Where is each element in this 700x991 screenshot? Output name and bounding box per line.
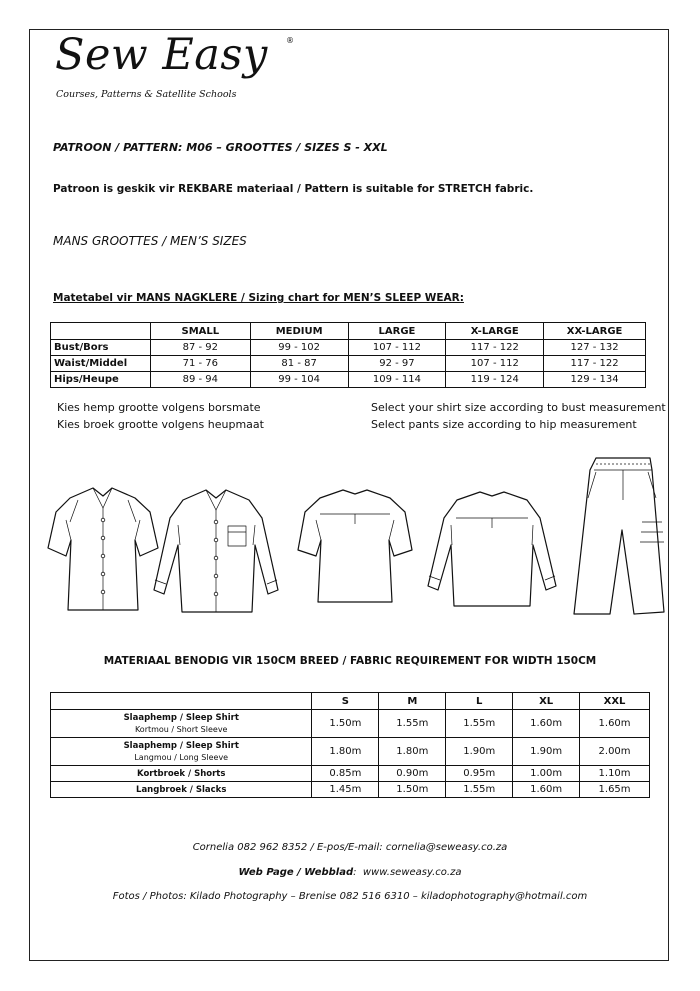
table-cell: 1.90m xyxy=(446,738,513,766)
table-row xyxy=(51,738,650,766)
table-cell: 107 - 112 xyxy=(348,340,446,356)
trousers-illustration xyxy=(574,458,664,614)
long-sleeve-shirt-front-illustration xyxy=(154,490,278,612)
row-label-main: Slaaphemp / Sleep Shirt xyxy=(123,740,239,751)
table-row xyxy=(51,710,650,738)
table-cell: 92 - 97 xyxy=(348,356,446,372)
table-cell: 99 - 102 xyxy=(250,340,348,356)
row-label: Waist/Middel xyxy=(51,356,151,372)
long-sleeve-shirt-back-illustration xyxy=(428,492,556,606)
contact-photos: Fotos / Photos: Kilado Photography – Brenise 082 516 6310 – kiladophotography@hotmail.com xyxy=(112,891,588,902)
table-cell: 81 - 87 xyxy=(250,356,348,372)
row-label-main: Langbroek / Slacks xyxy=(136,784,227,795)
table-row xyxy=(51,766,650,782)
pattern-title: PATROON / PATTERN: M06 – GROOTTES / SIZES S - XXL xyxy=(53,141,388,154)
table-cell: 119 - 124 xyxy=(446,372,544,388)
table-cell: 87 - 92 xyxy=(150,340,250,356)
row-label xyxy=(51,710,312,738)
table-header-row xyxy=(51,693,650,710)
fabric-title: MATERIAAL BENODIG VIR 150CM BREED / FABRIC REQUIREMENT FOR WIDTH 150CM xyxy=(103,655,597,667)
table-header-cell: XXL xyxy=(580,693,650,710)
note-pants-af: Kies broek grootte volgens heupmaat xyxy=(57,418,264,431)
table-cell: 1.90m xyxy=(513,738,580,766)
table-cell: 99 - 104 xyxy=(250,372,348,388)
table-cell: 1.50m xyxy=(312,710,379,738)
table-cell: 1.45m xyxy=(312,782,379,798)
row-label-sub: Langmou / Long Sleeve xyxy=(134,752,229,762)
row-label xyxy=(51,782,312,798)
table-cell: 2.00m xyxy=(580,738,650,766)
row-label-main: Kortbroek / Shorts xyxy=(137,768,226,779)
table-cell: 0.85m xyxy=(312,766,379,782)
brand-logo: Sew Easy xyxy=(55,30,268,80)
row-label xyxy=(51,766,312,782)
row-label-main: Slaaphemp / Sleep Shirt xyxy=(123,712,239,723)
table-cell: 0.90m xyxy=(379,766,446,782)
table-cell: 1.55m xyxy=(379,710,446,738)
short-sleeve-shirt-back-illustration xyxy=(298,490,412,602)
table-cell: 117 - 122 xyxy=(446,340,544,356)
table-cell: 129 - 134 xyxy=(544,372,646,388)
table-cell: 109 - 114 xyxy=(348,372,446,388)
web-label: Web Page / Webblad xyxy=(238,867,354,878)
table-cell: 1.65m xyxy=(580,782,650,798)
table-cell: 89 - 94 xyxy=(150,372,250,388)
table-cell: 1.55m xyxy=(446,710,513,738)
web-url[interactable]: www.seweasy.co.za xyxy=(362,867,462,878)
table-header-cell: X-LARGE xyxy=(446,323,544,340)
short-sleeve-shirt-front-illustration xyxy=(48,488,158,610)
contact-phone-email: Cornelia 082 962 8352 / E-pos/E-mail: cornelia@seweasy.co.za xyxy=(192,842,508,853)
table-header-cell: XX-LARGE xyxy=(544,323,646,340)
table-cell: 127 - 132 xyxy=(544,340,646,356)
table-row xyxy=(51,782,650,798)
table-header-cell xyxy=(51,693,312,710)
contact-web: Web Page / Webblad: www.seweasy.co.za xyxy=(238,867,462,878)
table-header-cell: SMALL xyxy=(150,323,250,340)
table-header-cell: LARGE xyxy=(348,323,446,340)
table-cell: 1.60m xyxy=(513,782,580,798)
table-header-cell: MEDIUM xyxy=(250,323,348,340)
table-cell: 117 - 122 xyxy=(544,356,646,372)
table-cell: 1.60m xyxy=(580,710,650,738)
table-header-cell: M xyxy=(379,693,446,710)
note-shirt-en: Select your shirt size according to bust measurement xyxy=(371,401,666,414)
stretch-note: Patroon is geskik vir REKBARE materiaal / Pattern is suitable for STRETCH fabric. xyxy=(53,183,534,195)
sizes-title: MANS GROOTTES / MEN’S SIZES xyxy=(53,234,247,248)
table-cell: 1.50m xyxy=(379,782,446,798)
table-cell: 71 - 76 xyxy=(150,356,250,372)
table-cell: 1.55m xyxy=(446,782,513,798)
brand-tagline: Courses, Patterns & Satellite Schools xyxy=(56,89,237,100)
row-label xyxy=(51,738,312,766)
fabric-table xyxy=(50,692,650,798)
row-label: Hips/Heupe xyxy=(51,372,151,388)
table-cell: 1.60m xyxy=(513,710,580,738)
table-header-cell: L xyxy=(446,693,513,710)
note-shirt-af: Kies hemp grootte volgens borsmate xyxy=(57,401,261,414)
table-header-cell: XL xyxy=(513,693,580,710)
table-header-cell: S xyxy=(312,693,379,710)
table-cell: 0.95m xyxy=(446,766,513,782)
table-cell: 1.80m xyxy=(379,738,446,766)
note-pants-en: Select pants size according to hip measurement xyxy=(371,418,637,431)
table-cell: 1.10m xyxy=(580,766,650,782)
sizing-chart-title: Matetabel vir MANS NAGKLERE / Sizing chart for MEN’S SLEEP WEAR: xyxy=(53,292,464,304)
registered-mark: ® xyxy=(286,36,294,45)
row-label-sub: Kortmou / Short Sleeve xyxy=(134,724,228,734)
table-cell: 107 - 112 xyxy=(446,356,544,372)
row-label: Bust/Bors xyxy=(51,340,151,356)
table-cell: 1.80m xyxy=(312,738,379,766)
table-cell: 1.00m xyxy=(513,766,580,782)
